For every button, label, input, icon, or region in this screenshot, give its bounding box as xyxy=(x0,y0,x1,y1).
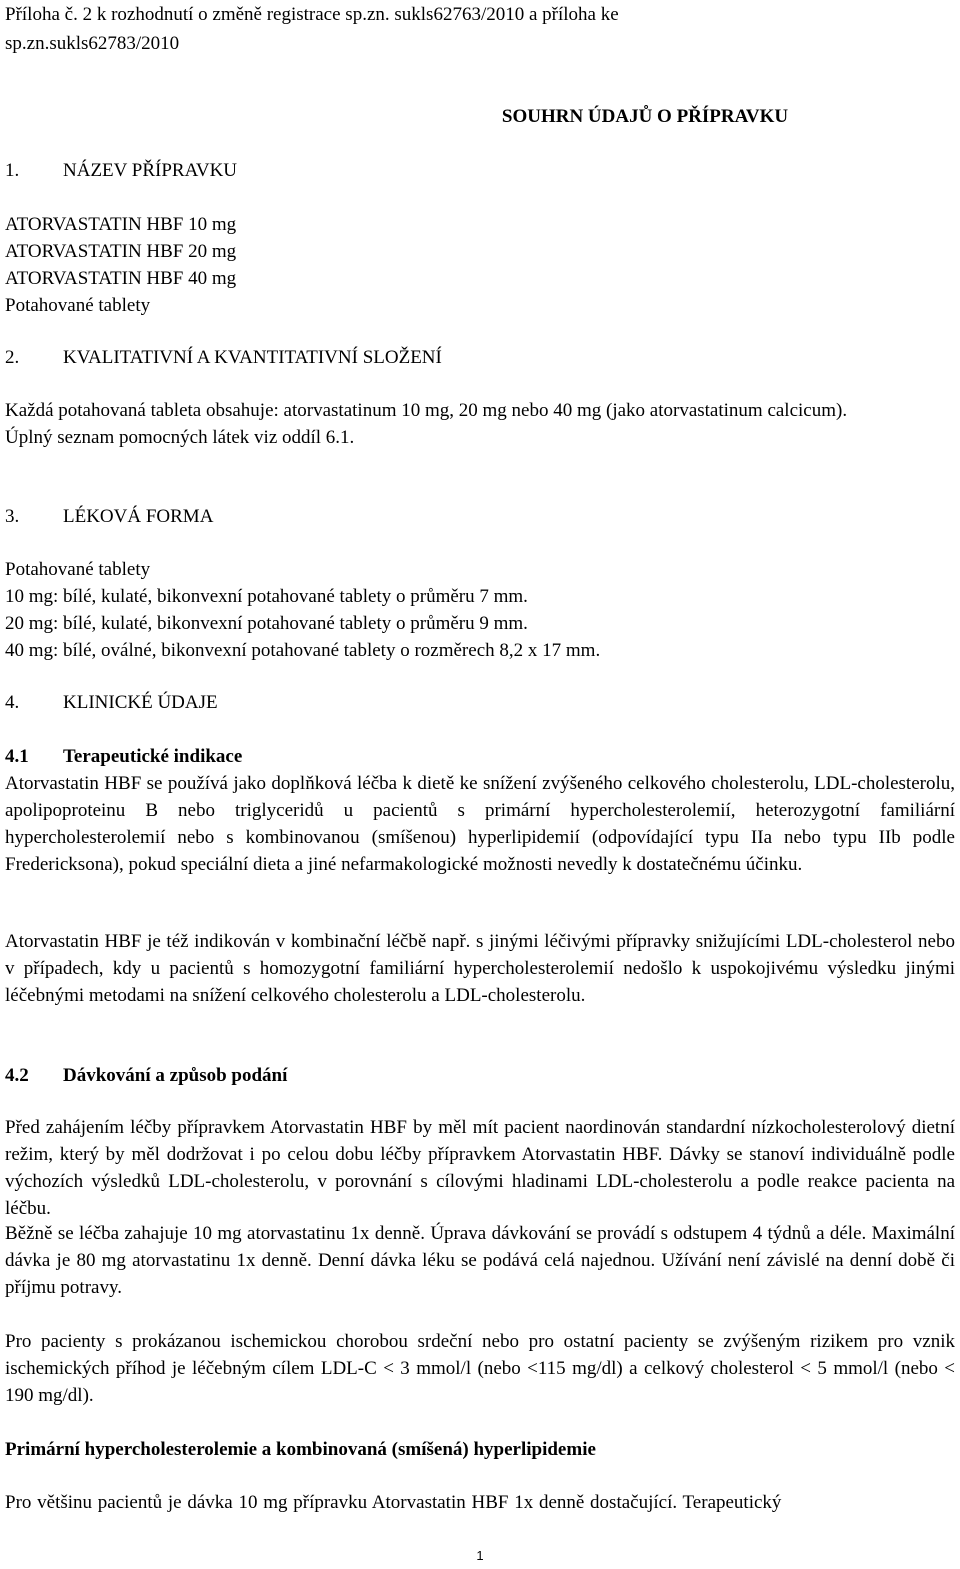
subheading-hypercholesterolemia: Primární hypercholesterolemie a kombinovaná (smíšená) hyperlipidemie xyxy=(5,1439,596,1460)
dosage-paragraph-2: Běžně se léčba zahajuje 10 mg atorvastatinu 1x denně. Úprava dávkování se provádí s odstupem 4 týdnů a déle. Maximální dávka je 80 mg atorvastatinu 1x denně. Denní dávka léku se podává celá najednou. Užívání není závislé na denní době či příjmu potravy. xyxy=(5,1223,955,1298)
product-name-40mg: ATORVASTATIN HBF 40 mg xyxy=(5,268,237,289)
excipients-reference: Úplný seznam pomocných látek viz oddíl 6.1. xyxy=(5,427,355,448)
section-4-1-heading: 4.1 Terapeutické indikace xyxy=(5,746,243,767)
dosage-form-line: 20 mg: bílé, kulaté, bikonvexní potahované tablety o průměru 9 mm. xyxy=(5,613,528,634)
section-3-heading: 3. LÉKOVÁ FORMA xyxy=(5,506,214,527)
product-name-20mg: ATORVASTATIN HBF 20 mg xyxy=(5,241,237,262)
header-line-1: Příloha č. 2 k rozhodnutí o změně registrace sp.zn. sukls62763/2010 a příloha ke xyxy=(5,4,619,25)
section-4-2-heading: 4.2 Dávkování a způsob podání xyxy=(5,1065,288,1086)
section-1-heading: 1. NÁZEV PŘÍPRAVKU xyxy=(5,160,238,181)
dosage-form-line: 40 mg: bílé, oválné, bikonvexní potahované tablety o rozměrech 8,2 x 17 mm. xyxy=(5,640,601,661)
section-2-heading: 2. KVALITATIVNÍ A KVANTITATIVNÍ SLOŽENÍ xyxy=(5,347,442,368)
composition-text xyxy=(5,397,955,451)
page-number: 1 xyxy=(476,1548,484,1563)
section-4-heading: 4. KLINICKÉ ÚDAJE xyxy=(5,692,218,713)
indications-paragraph-1: Atorvastatin HBF se používá jako doplňková léčba k dietě ke snížení zvýšeného celkového cholesterolu, LDL-cholesterolu, apolipoproteinu B nebo triglyceridů u pacientů s primární hypercholesterolemií, heterozygotní familiární hypercholesterolemií nebo s kombinovanou (smíšenou) hyperlipidemií (odpovídající typu IIa nebo typu IIb podle Fredericksona), pokud speciální dieta a jiné nefarmakologické možnosti nevedly k dostatečnému účinku. xyxy=(5,773,955,875)
product-name-10mg: ATORVASTATIN HBF 10 mg xyxy=(5,214,237,235)
dosage-paragraph-4: Pro většinu pacientů je dávka 10 mg přípravku Atorvastatin HBF 1x denně dostačující. Terapeutický xyxy=(5,1492,782,1513)
header-line-2: sp.zn.sukls62783/2010 xyxy=(5,33,180,54)
composition-paragraph: Každá potahovaná tableta obsahuje: atorvastatinum 10 mg, 20 mg nebo 40 mg (jako atorvastatinum calcicum). xyxy=(5,400,848,421)
indications-paragraph-2: Atorvastatin HBF je též indikován v kombinační léčbě např. s jinými léčivými přípravky snižujícími LDL-cholesterol nebo v případech, kdy u pacientů s homozygotní familiární hypercholesterolemií nedošlo k uspokojivému výsledku jinými léčebnými metodami na snížení celkového cholesterolu a LDL-cholesterolu. xyxy=(5,931,955,1006)
dosage-form-list xyxy=(5,556,955,664)
dosage-form-line: Potahované tablety xyxy=(5,559,151,580)
dosage-paragraph-1: Před zahájením léčby přípravkem Atorvastatin HBF by měl mít pacient naordinován standardní nízkocholesterolový dietní režim, který by měl dodržovat i po celou dobu léčby přípravkem Atorvastatin HBF. Dávky se stanoví individuálně podle výchozích výsledků LDL-cholesterolu, v porovnání s cílovými hladinami LDL-cholesterolu a podle reakce pacienta na léčbu. xyxy=(5,1117,955,1219)
product-names xyxy=(5,211,955,319)
dosage-form-line: 10 mg: bílé, kulaté, bikonvexní potahované tablety o průměru 7 mm. xyxy=(5,586,528,607)
dosage-paragraph-3: Pro pacienty s prokázanou ischemickou chorobou srdeční nebo pro ostatní pacienty se zvýšeným rizikem pro vznik ischemických příhod je léčebným cílem LDL-C < 3 mmol/l (nebo <115 mg/dl) a celkový cholesterol < 5 mmol/l (nebo < 190 mg/dl). xyxy=(5,1331,955,1406)
product-form: Potahované tablety xyxy=(5,295,151,316)
document-header xyxy=(5,0,955,58)
document-title: SOUHRN ÚDAJŮ O PŘÍPRAVKU xyxy=(501,106,789,127)
